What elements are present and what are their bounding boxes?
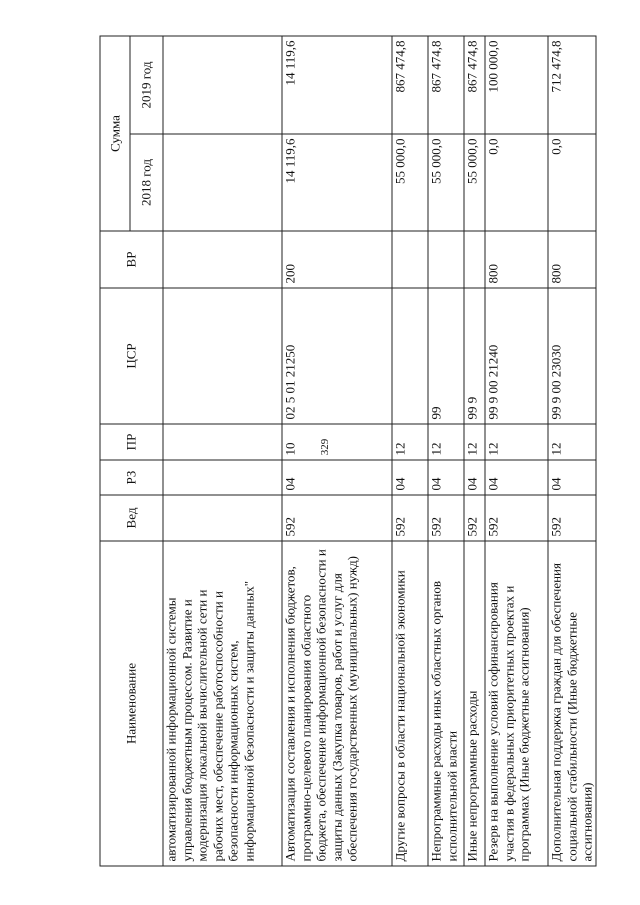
row-csr: 99 9 00 21240: [485, 288, 548, 424]
row-ved: 592: [548, 495, 596, 541]
row-pr: 12: [485, 424, 548, 460]
row-csr: 99 9: [464, 288, 485, 424]
row-rz: 04: [485, 460, 548, 495]
row-csr: 02 5 01 21250: [282, 288, 392, 424]
budget-table: [100, 36, 597, 867]
header-rz: РЗ: [100, 460, 163, 495]
row-rz: 04: [464, 460, 485, 495]
row-vr: 800: [485, 231, 548, 288]
row-name: Резерв на выполнение условий софинансирования участия в федеральных приоритетных проектах и программах (Иные бюджетные ассигнования): [485, 541, 548, 866]
page-number: 329: [319, 438, 331, 456]
row-rz: [163, 460, 282, 495]
row-ved: 592: [485, 495, 548, 541]
row-2018: 55 000,0: [464, 134, 485, 231]
row-name: автоматизированной информационной системы управления бюджетным процессом. Развитие и модернизация локальной вычислительной сети и рабочих мест, обеспечение работоспособности и безопасности информационных систем, информационной безопасности и защиты данных": [163, 541, 282, 866]
table-row: [428, 36, 464, 866]
header-sum: Сумма: [100, 36, 130, 231]
row-2018: [163, 134, 282, 231]
row-ved: 592: [282, 495, 392, 541]
row-2019: 867 474,8: [392, 36, 428, 134]
row-vr: [464, 231, 485, 288]
row-pr: [163, 424, 282, 460]
row-ved: [163, 495, 282, 541]
row-csr: 99 9 00 23030: [548, 288, 596, 424]
row-ved: 592: [392, 495, 428, 541]
row-2019: 14 119,6: [282, 36, 392, 134]
row-ved: 592: [428, 495, 464, 541]
row-pr: 10: [282, 424, 392, 460]
header-vr: ВР: [100, 231, 163, 288]
table-row: [282, 36, 392, 866]
table-row: [464, 36, 485, 866]
row-2019: 712 474,8: [548, 36, 596, 134]
table-row: [163, 36, 282, 866]
row-pr: 12: [392, 424, 428, 460]
header-pr: ПР: [100, 424, 163, 460]
row-2018: 0,0: [548, 134, 596, 231]
row-csr: [163, 288, 282, 424]
row-name: Дополнительная поддержка граждан для обеспечения социальной стабильности (Иные бюджетные ассигнования): [548, 541, 596, 866]
row-2019: 867 474,8: [464, 36, 485, 134]
header-name: Наименование: [100, 541, 163, 866]
row-ved: 592: [464, 495, 485, 541]
row-pr: 12: [428, 424, 464, 460]
row-name: Другие вопросы в области национальной экономики: [392, 541, 428, 866]
header-ved: Вед: [100, 495, 163, 541]
header-csr: ЦСР: [100, 288, 163, 424]
budget-table-rotated: [100, 37, 605, 867]
row-2019: 867 474,8: [428, 36, 464, 134]
table-row: [548, 36, 596, 866]
row-csr: 99: [428, 288, 464, 424]
row-rz: 04: [282, 460, 392, 495]
row-vr: 200: [282, 231, 392, 288]
row-name: Автоматизация составления и исполнения бюджетов, программно-целевого планирования областного бюджета, обеспечение информационной безопасности и защиты данных (Закупка товаров, работ и услуг для обеспечения государственных (муниципальных) нужд): [282, 541, 392, 866]
row-rz: 04: [548, 460, 596, 495]
row-name: Иные непрограммные расходы: [464, 541, 485, 866]
row-2019: [163, 36, 282, 134]
row-2018: 55 000,0: [428, 134, 464, 231]
row-vr: 800: [548, 231, 596, 288]
header-2018: 2018 год: [130, 134, 163, 231]
row-vr: [392, 231, 428, 288]
row-vr: [428, 231, 464, 288]
row-rz: 04: [392, 460, 428, 495]
row-2018: 0,0: [485, 134, 548, 231]
row-pr: 12: [464, 424, 485, 460]
row-vr: [163, 231, 282, 288]
table-row: [392, 36, 428, 866]
row-pr: 12: [548, 424, 596, 460]
row-2018: 55 000,0: [392, 134, 428, 231]
row-2019: 100 000,0: [485, 36, 548, 134]
row-2018: 14 119,6: [282, 134, 392, 231]
row-rz: 04: [428, 460, 464, 495]
table-row: [485, 36, 548, 866]
header-2019: 2019 год: [130, 36, 163, 134]
row-name: Непрограммные расходы иных областных органов исполнительной власти: [428, 541, 464, 866]
row-csr: [392, 288, 428, 424]
